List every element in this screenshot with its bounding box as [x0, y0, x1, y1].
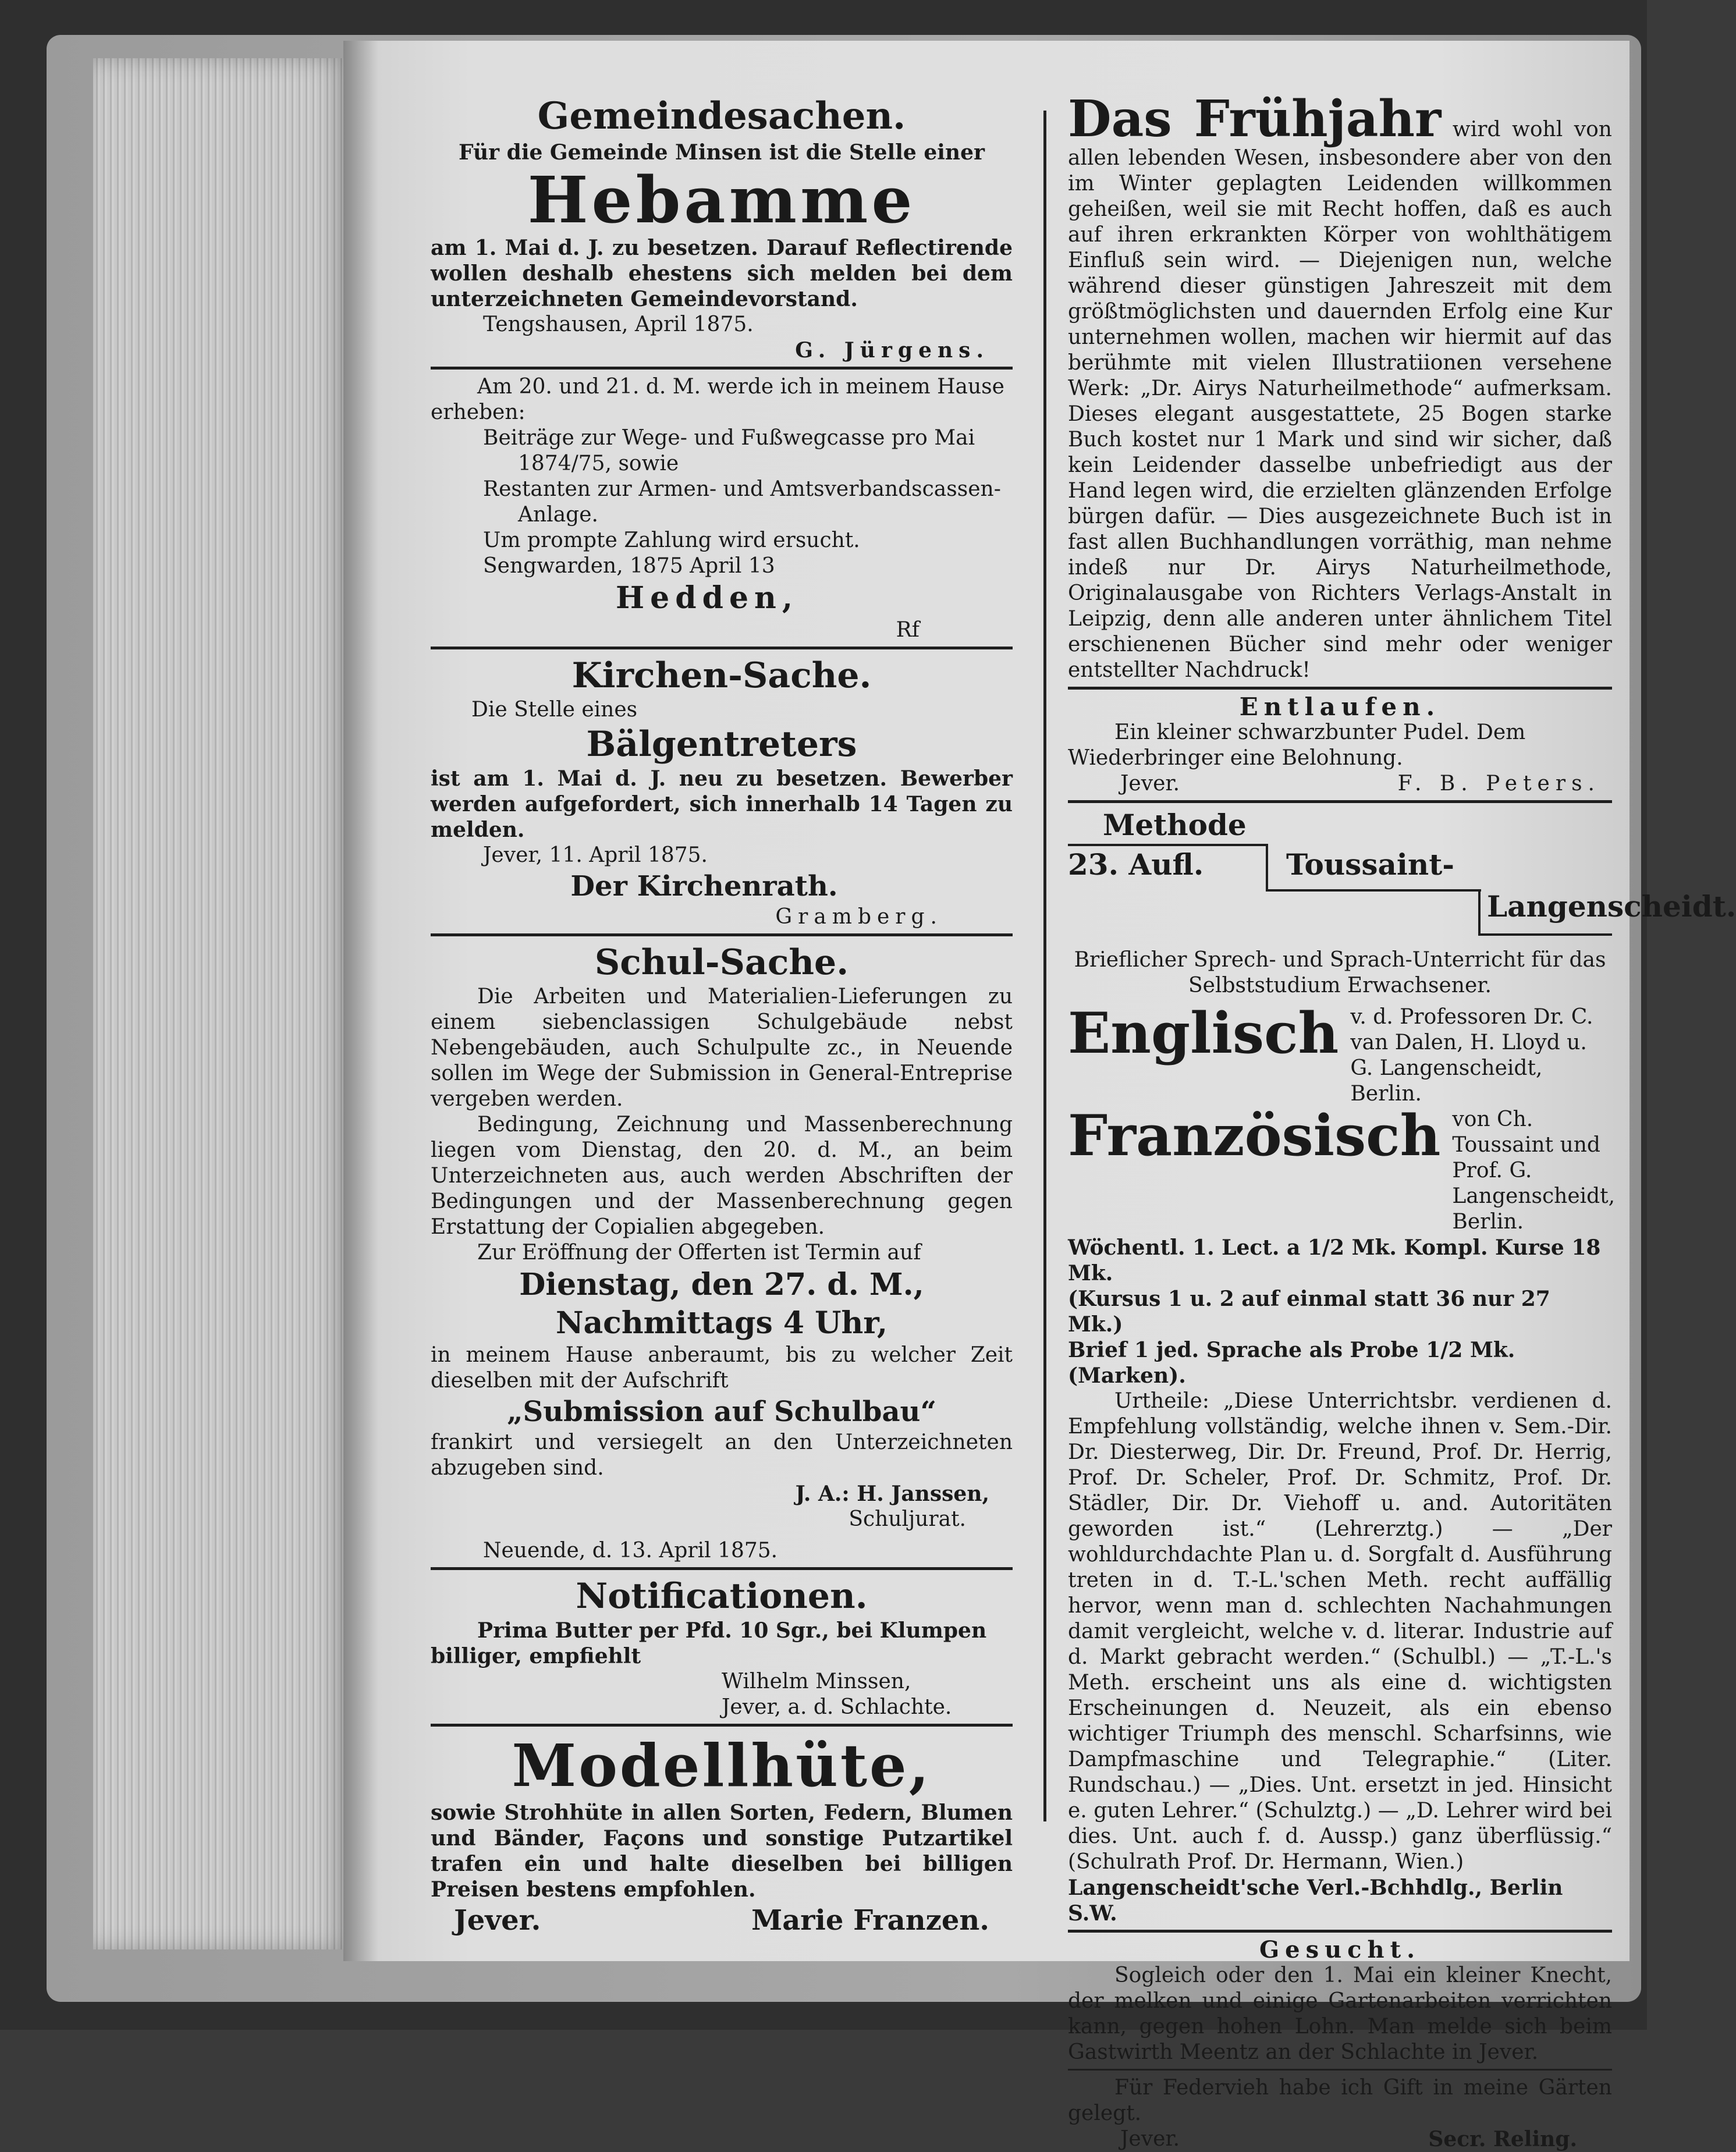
ad-place: Jever. [1120, 772, 1180, 796]
ad-kirchen-sache [431, 654, 1013, 930]
section-title: Entlaufen. [1239, 693, 1441, 721]
ad-signature: F. B. Peters. [1397, 772, 1600, 796]
ad-signature-title: Rf [896, 618, 920, 642]
ad-body: Prima Butter per Pfd. 10 Sgr., bei Klumpen billiger, empfiehlt [431, 1618, 987, 1668]
frame-line [1478, 889, 1481, 936]
ad-fruehjahr [1068, 90, 1612, 683]
spine-shadow [343, 41, 378, 1961]
french-headline: Französisch [1068, 1103, 1441, 1169]
ad-signature-title: Schuljurat. [849, 1507, 966, 1531]
ad-item: Beiträge zur Wege- und Fußwegcasse pro Mai 1874/75, sowie [483, 426, 975, 475]
ad-signature-name: Gramberg. [775, 905, 943, 929]
ad-date: Dienstag, den 27. d. M., [519, 1267, 924, 1302]
ad-place: Jever, 11. April 1875. [483, 843, 708, 867]
ad-headline: Modellhüte, [512, 1731, 932, 1800]
ad-headline: Hebamme [527, 162, 916, 237]
frame-line [1068, 844, 1266, 846]
ad-signature: Wilhelm Minssen, [722, 1670, 911, 1693]
price-line: Brief 1 jed. Sprache als Probe 1/2 Mk. (Marken). [1068, 1338, 1515, 1388]
english-row [1068, 1000, 1612, 1107]
ad-text [1068, 90, 1612, 683]
ad-body: ist am 1. Mai d. J. neu zu besetzen. Bewerber werden aufgefordert, sich innerhalb 14 Tagen zu melden. [431, 766, 1013, 842]
ad-intro: Für die Gemeinde Minsen ist die Stelle einer [459, 140, 985, 165]
french-authors: von Ch. Toussaint und Prof. G. Langenscheidt, Berlin. [1452, 1107, 1616, 1234]
english-authors: v. d. Professoren Dr. C. van Dalen, H. Lloyd u. G. Langenscheidt, Berlin. [1350, 1005, 1593, 1106]
rule [431, 647, 1013, 649]
section-title: Schul-Sache. [594, 942, 849, 983]
ad-signature-place: Jever, a. d. Schlachte. [722, 1695, 952, 1719]
methode-word: Methode [1103, 808, 1247, 842]
page-edges [93, 58, 349, 1949]
ad-note: Um prompte Zahlung wird ersucht. [483, 528, 860, 552]
rule [1068, 800, 1612, 803]
ad-body: Sogleich oder den 1. Mai ein kleiner Knecht, der melken und einige Gartenarbeiten verrichten kann, gegen hohen Lohn. Man melde sich beim Gastwirth Meentz an der Schlachte in Jever. [1068, 1963, 1612, 2064]
section-title: Gemeindesachen. [537, 94, 906, 138]
ad-body: Am 20. und 21. d. M. werde ich in meinem Hause erheben: [431, 375, 1004, 424]
ad-body: wird wohl von allen lebenden Wesen, insbesondere aber von den im Winter geplagten Leidenden willkommen geheißen, weil sie mit Recht hoffen, daß es auch auf ihren erkrankten Körper von wohlthätigem Einfluß sein wird. — Diejenigen nun, welche während dieser günstigen Jahreszeit mit dem größtmöglichsten und dauernden Erfolg eine Kur unternehmen wollen, machen wir hiermit auf das berühmte mit vielen Illustratiionen versehene Werk: „Dr. Airys Naturheilmethode“ aufmerksam. Dieses elegant ausgestattete, 25 Bogen starke Buch kostet nur 1 Mark und sind wir sicher, daß kein Leidender dasselbe unbefriedigt aus der Hand legen wird, die erzielten glänzenden Erfolge bürgen dafür. — Dies ausgezeichnete Buch ist in fast allen Buchhandlungen vorräthig, man nehme indeß nur Dr. Airys Naturheilmethode, Originalausgabe von Richters Verlags-Anstalt in Leipzig, denn alle anderen unter ähnlichem Titel erschienenen Bücher sind mehr oder weniger entstellter Nachdruck! [1068, 118, 1612, 682]
rule [431, 1567, 1013, 1570]
ad-signature: Marie Franzen. [751, 1904, 989, 1937]
rule [1068, 1930, 1612, 1933]
ad-body: Für Federvieh habe ich Gift in meine Gärten gelegt. [1068, 2076, 1612, 2125]
ad-body: am 1. Mai d. J. zu besetzen. Darauf Reflectirende wollen deshalb ehestens sich melden bei dem unterzeichneten Gemeindevorstand. [431, 236, 1013, 311]
ad-item: Restanten zur Armen- und Amtsverbandscassen-Anlage. [483, 477, 1001, 527]
ad-signature: Der Kirchenrath. [570, 870, 838, 903]
frame-line [1266, 889, 1481, 892]
ad-body: Ein kleiner schwarzbunter Pudel. Dem Wiederbringer eine Belohnung. [1068, 720, 1526, 770]
ad-place: Jever. [1120, 2127, 1180, 2151]
ad-paragraph: Die Arbeiten und Materialien-Lieferungen zu einem siebenclassigen Schulgebäude nebst Nebengebäuden, auch Schulpulte zc., in Neuende sollen im Wege der Submission in General-Entreprise vergeben werden. [431, 985, 1013, 1111]
ad-label: „Submission auf Schulbau“ [506, 1395, 937, 1428]
rule [1068, 2069, 1612, 2071]
ad-place: Tengshausen, April 1875. [483, 312, 754, 336]
rule [1068, 687, 1612, 690]
author-langenscheidt: Langenscheidt. [1487, 889, 1736, 924]
left-column [431, 93, 1013, 1938]
rule [431, 1724, 1013, 1727]
author-toussaint: Toussaint- [1286, 847, 1455, 882]
ad-gift [1068, 2075, 1612, 2152]
ad-notificationen [431, 1575, 1013, 1720]
ad-paragraph: Bedingung, Zeichnung und Massenberechnung liegen vom Dienstag, den 20. d. M., an beim Unterzeichneten aus, auch werden Abschriften der Bedingungen und der Massenberechnung gegen Erstattung der Copialien abgegeben. [431, 1113, 1013, 1239]
english-headline: Englisch [1068, 1000, 1339, 1066]
ad-entlaufen [1068, 694, 1612, 797]
ad-signature: J. A.: H. Janssen, [795, 1482, 989, 1506]
ad-footer [1068, 771, 1612, 797]
ad-intro: Die Stelle eines [471, 698, 638, 722]
price-line: (Kursus 1 u. 2 auf einmal statt 36 nur 27 Mk.) [1068, 1287, 1550, 1337]
french-row [1068, 1103, 1616, 1235]
ad-paragraph: in meinem Hause anberaumt, bis zu welcher Zeit dieselben mit der Aufschrift [431, 1343, 1013, 1393]
methode-subtitle: Brieflicher Sprech- und Sprach-Unterricht für das Selbststudium Erwachsener. [1074, 948, 1606, 997]
ad-footer [1068, 2126, 1612, 2152]
ad-body: sowie Strohhüte in allen Sorten, Federn, Blumen und Bänder, Façons und sonstige Putzartikel trafen ein und halte dieselben bei billigen Preisen bestens empfohlen. [431, 1801, 1013, 1902]
ad-time: Nachmittags 4 Uhr, [555, 1305, 888, 1341]
ad-modellhuete [431, 1731, 1013, 1938]
ad-paragraph: Zur Eröffnung der Offerten ist Termin auf [477, 1241, 921, 1265]
ad-signature: Secr. Reling. [1428, 2127, 1577, 2151]
ad-signature: G. Jürgens. [795, 338, 989, 363]
ad-schul-sache [431, 941, 1013, 1564]
ad-place: Sengwarden, 1875 April 13 [483, 554, 775, 578]
ad-hebung [431, 374, 1013, 643]
section-title: Kirchen-Sache. [571, 655, 872, 696]
rule [431, 367, 1013, 370]
ad-headline: Bälgentreters [586, 724, 857, 765]
ad-paragraph: frankirt und versiegelt an den Unterzeichneten abzugeben sind. [431, 1430, 1013, 1480]
methode-header [1068, 808, 1736, 947]
edition-label: 23. Aufl. [1068, 847, 1204, 882]
ad-headline: Das Frühjahr [1068, 90, 1442, 148]
right-column [1068, 90, 1736, 2152]
rule [431, 933, 1013, 936]
ad-place: Jever. [454, 1904, 541, 1937]
reviews: Urtheile: „Diese Unterrichtsbr. verdienen d. Empfehlung vollständig, welche ihnen v. Sem.-Dir. Dr. Diesterweg, Dir. Dr. Freund, Prof. Dr. Herrig, Prof. Dr. Scheler, Prof. Dr. Schmitz, Prof. Dr. Städler, Dir. Dr. Viehoff u. and. Autoritäten geworden ist.“ (Lehrerztg.) — „Der wohldurchdachte Plan u. d. Sorgfalt d. Ausführung treten in d. T.-L.'schen Meth. recht auffällig hervor, wenn man d. schlechten Nachahmungen damit vergleicht, welche v. d. literar. Industrie auf d. Markt gebracht werden.“ (Schulbl.) — „T.-L.'s Meth. erscheint uns als eine d. wichtigsten Erscheinungen d. Neuzeit, als ein ebenso wichtiger Triumph des menschl. Scharfsinns, wie Dampfmaschine und Telegraphie.“ (Liter. Rundschau.) — „Dies. Unt. ersetzt in jed. Hinsicht e. guten Lehrer.“ (Schulztg.) — „D. Lehrer wird bei dies. Unt. auch f. d. Aussp.) ganz überflüssig.“ (Schulrath Prof. Dr. Hermann, Wien.) [1068, 1389, 1612, 1874]
publisher: Langenscheidt'sche Verl.-Bchhdlg., Berlin S.W. [1068, 1876, 1563, 1926]
ad-place: Neuende, d. 13. April 1875. [483, 1539, 778, 1562]
ad-methode-toussaint-langenscheidt [1068, 808, 1736, 1926]
section-title: Gesucht. [1259, 1936, 1421, 1963]
ad-footer [431, 1902, 1013, 1938]
section-title: Notificationen. [576, 1576, 868, 1617]
frame-line [1478, 933, 1612, 936]
ad-gesucht [1068, 1937, 1612, 2065]
ad-gemeindesachen [431, 93, 1013, 363]
column-divider [1043, 111, 1046, 1821]
price-line: Wöchentl. 1. Lect. a 1/2 Mk. Kompl. Kurse 18 Mk. [1068, 1235, 1601, 1285]
ad-signature: Hedden, [616, 580, 798, 616]
frame-line [1266, 844, 1268, 890]
